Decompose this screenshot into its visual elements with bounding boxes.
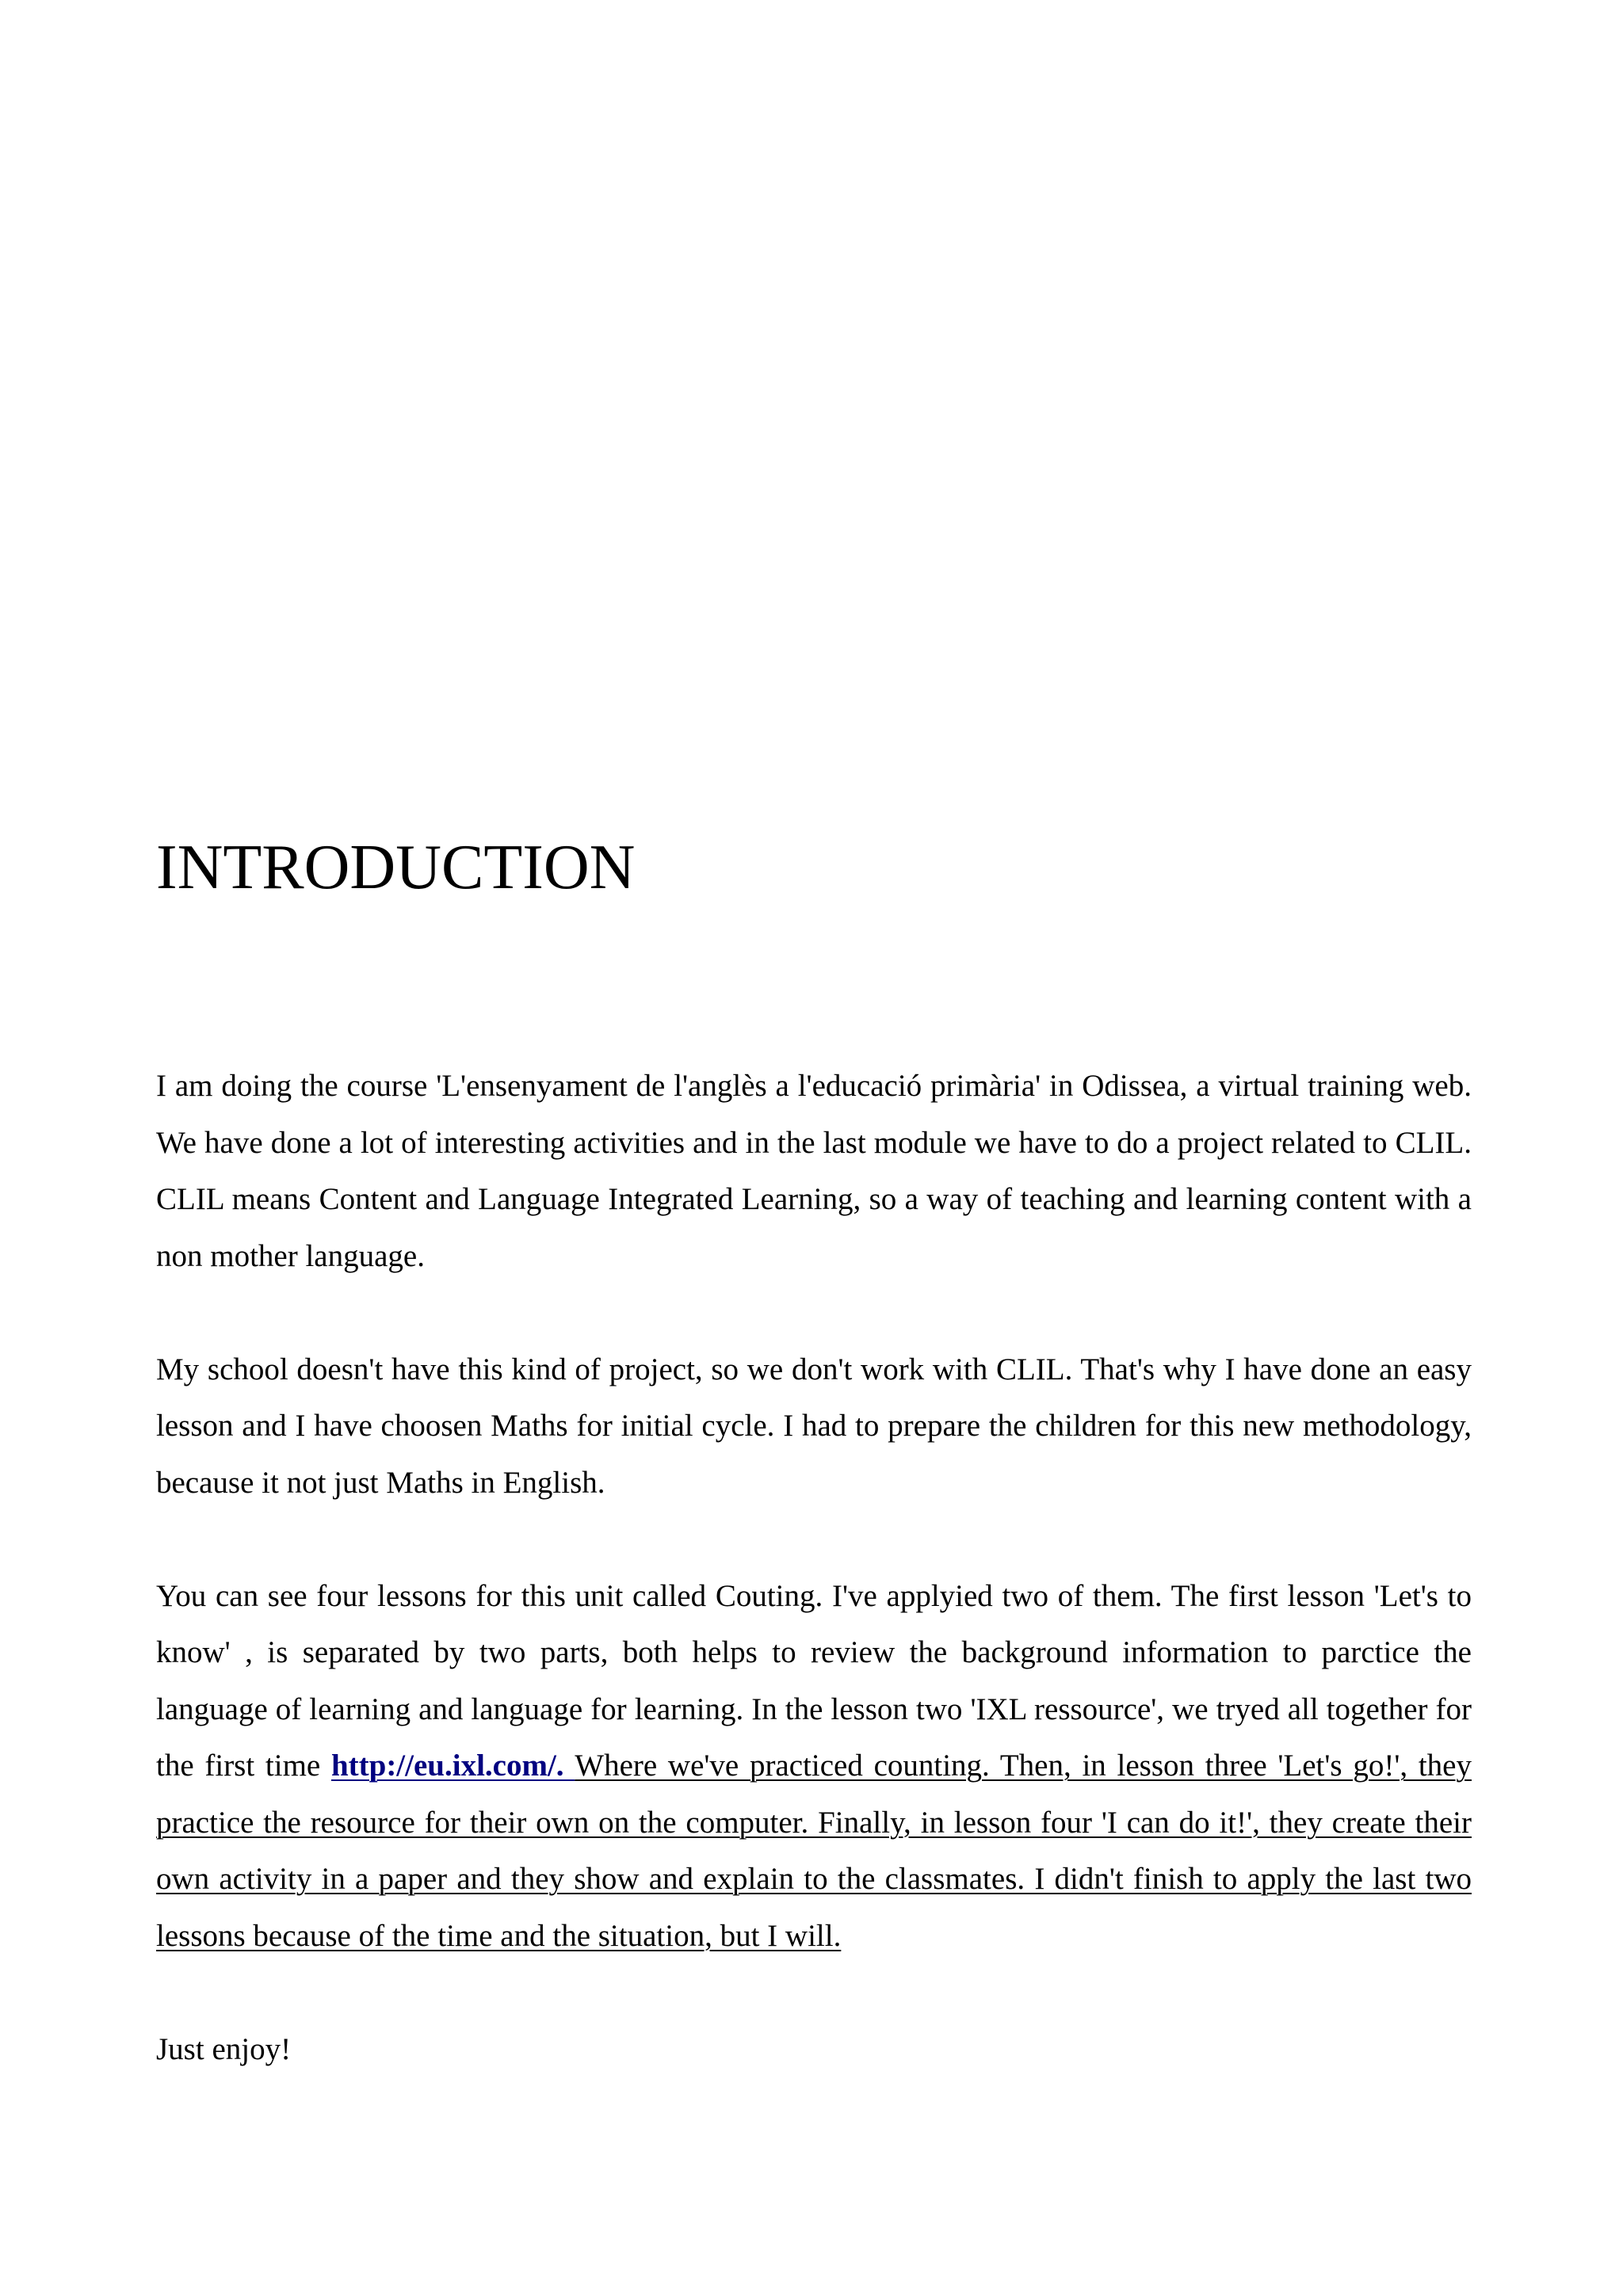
lessons-text-before-link: You can see four lessons for this unit called Couting. I've applyied two of them. The first lesson 'Let's to know' , is separated by two parts, both helps to review the background information to parctice the language of learning and language for learning. In the lesson two 'IXL ressource', we tryed all together for the first time [156, 1578, 1472, 1783]
paragraph-school-context: My school doesn't have this kind of project, so we don't work with CLIL. That's why I have done an easy lesson and I have choosen Maths for initial cycle. I had to prepare the children for this new methodology, because it not just Maths in English. [156, 1352, 1472, 1500]
page-title: INTRODUCTION [156, 833, 636, 902]
paragraph-lessons-overview [156, 1568, 1472, 1965]
paragraph-closing: Just enjoy! [156, 2031, 292, 2066]
lessons-text-after-link: Where we've practiced counting. Then, in lesson three 'Let's go!', they practice the resource for their own on the computer. Finally, in lesson four 'I can do it!', they create their own activity in a paper and they show and explain to the classmates. I didn't finish to apply the last two lessons because of the time and the situation, but I will. [156, 1749, 1472, 1953]
document-body [156, 1058, 1472, 2077]
ixl-resource-link[interactable]: http://eu.ixl.com/. [330, 1749, 575, 1783]
paragraph-course-intro: I am doing the course 'L'ensenyament de l'anglès a l'educació primària' in Odissea, a virtual training web. We have done a lot of interesting activities and in the last module we have to do a project related to CLIL. CLIL means Content and Language Integrated Learning, so a way of teaching and learning content with a non mother language. [156, 1069, 1472, 1273]
